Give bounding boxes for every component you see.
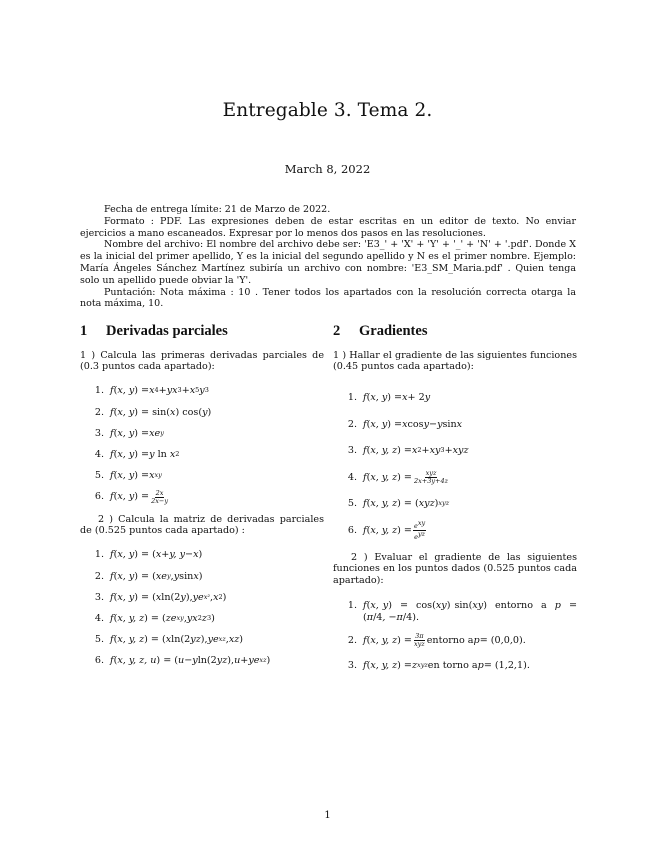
section-1-number: 1 (80, 323, 88, 339)
list-item: 5. f ( x, y ) = x xy (94, 470, 162, 482)
section-1-title: Derivadas parciales (106, 323, 228, 339)
section-2-question-1: 1 ) Hallar el gradiente de las siguientes funciones (0.45 puntos cada apartado): (333, 349, 577, 372)
exercise-list-2 (80, 545, 324, 672)
section-gradientes (333, 323, 577, 672)
filename-paragraph: Nombre del archivo: El nombre del archivo debe ser: 'E3_' + 'X' + 'Y' + '_' + 'N' + '.pdf'. Donde X es la inicial del primer apellido, Y es la inicial del segundo apellido y N es el primer nombre. Ejemplo: María Ángeles Sánchez Martínez subiría un archivo con nombre: 'E3_SM_Maria.pdf' . Quien tenga solo un apellido puede obviar la 'Y'. (80, 239, 576, 286)
section-2-heading (333, 323, 577, 339)
instructions-block (80, 204, 576, 310)
section-1-heading (80, 323, 324, 339)
list-item: 1. f ( x, y ) = ( x + y, y − x ) (94, 549, 203, 561)
list-item: 5. f ( x, y, z ) = ( x ln(2 yz ), ye xz , xz ) (94, 634, 244, 646)
list-item: 6. f ( x, y ) = $\frac{2x}{2x-y}$ (94, 488, 169, 505)
list-item: 5. f ( x, y, z ) = ( xyz ) xyz (347, 498, 450, 509)
list-item: 4. f ( x, y ) = y ln x 2 (94, 448, 180, 460)
list-item: 6. f ( x, y, z ) = $\frac{e^{xy}}{e^{yz}}$ (347, 518, 426, 541)
document-date: March 8, 2022 (284, 162, 371, 176)
deadline-paragraph: Fecha de entrega límite: 21 de Marzo de 2022. (104, 204, 331, 215)
section-2-number: 2 (333, 323, 341, 339)
list-item: 1. f(x, y) = cos(xy) sin(xy) entorno a p = (π/4, −π/4). (347, 600, 577, 623)
list-item: 2. f ( x, y ) = ( xe y , y sin x ) (94, 570, 203, 582)
document-title: Entregable 3. Tema 2. (222, 100, 433, 121)
gradient-list-1 (333, 385, 577, 544)
list-item: 4. f ( x, y, z ) = ( ze xy , yx 2 z 3 ) (94, 613, 215, 625)
list-item: 4. f ( x, y, z ) = $\frac{\text{xyz}}{2x+3y+4z}$ (347, 468, 449, 485)
section-2-question-2: 2 ) Evaluar el gradiente de las siguientes funciones en los puntos dados (0.525 puntos cada apartado): (333, 551, 577, 586)
list-item: 3. f ( x, y ) = ( x ln(2 y ), ye x² , x 2 ) (94, 591, 227, 603)
section-derivadas (80, 323, 324, 672)
section-1-question-2: 2 ) Calcula la matriz de derivadas parciales de (0.525 puntos cada apartado) : (80, 513, 324, 537)
list-item: 6. f ( x, y, z, u ) = ( u − y ln(2 yz ), u + ye xz ) (94, 655, 271, 667)
list-item: 1. f ( x, y ) = x + 2 y (347, 392, 431, 403)
section-2-title: Gradientes (359, 323, 428, 339)
page-number: 1 (324, 810, 331, 821)
grading-paragraph: Puntación: Nota máxima : 10 . Tener todos los apartados con la resolución correcta otarga la nota máxima, 10. (80, 286, 576, 310)
exercise-list-1 (80, 381, 324, 508)
list-item: 3. f ( x, y, z ) = z xyz en torno a p = (1 , 2 , 1). (347, 660, 530, 671)
list-item: 3. f ( x, y ) = xe y (94, 427, 164, 439)
list-item: 3. f ( x, y, z ) = x 2 + xy 3 + xyz (347, 445, 469, 456)
section-1-question-1: 1 ) Calcula las primeras derivadas parciales de (0.3 puntos cada apartado): (80, 349, 324, 372)
list-item: 2. f ( x, y ) = sin( x ) cos( y ) (94, 406, 212, 418)
list-item: 1. f ( x, y ) = x 4 + yx 3 + x 5 y 3 (94, 385, 209, 397)
list-item: 2. f ( x, y ) = x cos y − y sin x (347, 418, 463, 430)
gradient-list-2 (333, 600, 577, 672)
format-paragraph: Formato : PDF. Las expresiones deben de estar escritas en un editor de texto. No enviar ejercicios a mano escaneados. Expresar por lo menos dos pasos en las resoluciones. (80, 215, 576, 239)
list-item: 2. f ( x, y, z ) = $\frac{3\pi}{\text{xyz}}$ entorno a p = (0 , 0 , 0). (347, 632, 526, 648)
